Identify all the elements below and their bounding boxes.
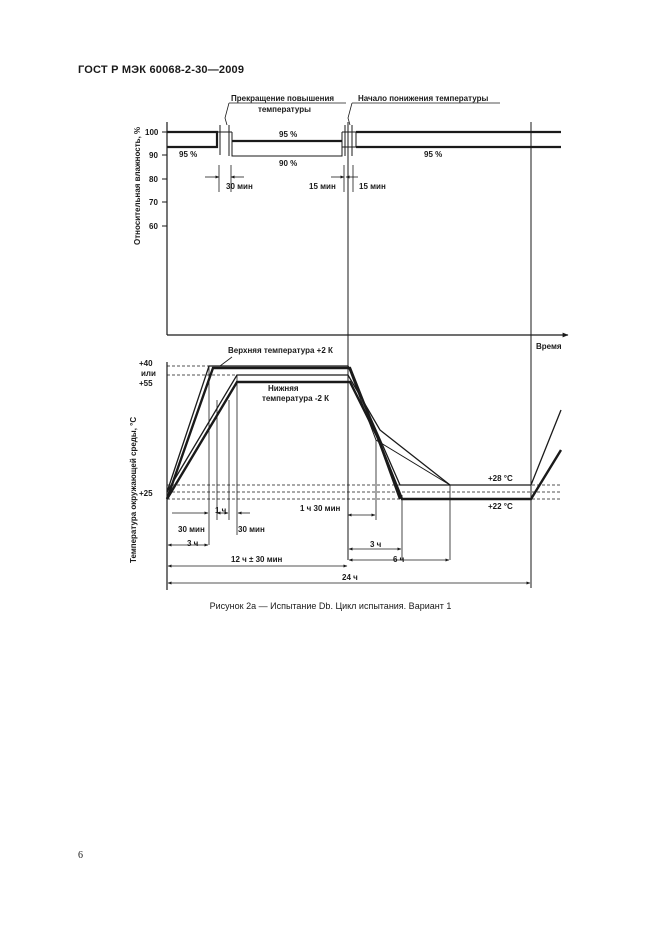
humidity-duration-15min-left: 15 мин (309, 182, 336, 191)
temperature-section (129, 346, 561, 590)
humidity-duration-15min-right: 15 мин (359, 182, 386, 191)
temp-tick-55: +55 (139, 379, 153, 388)
lower-temp-label-2: температура -2 К (262, 394, 330, 403)
duration-1h: 1 ч (215, 506, 227, 515)
temperature-axis-label: Температура окружающей среды, °С (129, 416, 138, 563)
humidity-trace (167, 125, 561, 156)
duration-30min-a: 30 мин (178, 525, 205, 534)
duration-6h: 6 ч (393, 555, 405, 564)
duration-12h: 12 ч ± 30 мин (231, 555, 283, 564)
lower-temp-label-1: Нижняя (268, 384, 299, 393)
humidity-left-95: 95 % (179, 150, 198, 159)
start-fall-label: Начало понижения температуры (358, 94, 489, 103)
duration-3h-right: 3 ч (370, 540, 382, 549)
duration-24h: 24 ч (342, 573, 358, 582)
upper-temp-label: Верхняя температура +2 К (228, 346, 333, 355)
humidity-tick-60: 60 (149, 222, 158, 231)
page-number: 6 (78, 850, 83, 861)
duration-3h-left: 3 ч (187, 539, 199, 548)
time-axis-label: Время (536, 342, 562, 351)
humidity-mid-90: 90 % (279, 159, 298, 168)
right-temp-22: +22 °С (488, 502, 513, 511)
stop-rise-label: Прекращение повышения (231, 94, 335, 103)
right-temp-28: +28 °С (488, 474, 513, 483)
reference-verticals (348, 122, 531, 588)
figure-caption: Рисунок 2а — Испытание Db. Цикл испытания. Вариант 1 (209, 601, 452, 611)
temp-tick-25: +25 (139, 489, 153, 498)
humidity-section (133, 94, 561, 335)
humidity-tick-80: 80 (149, 175, 158, 184)
humidity-mid-95: 95 % (279, 130, 298, 139)
temp-tick-or: или (141, 369, 156, 378)
duration-30min-b: 30 мин (238, 525, 265, 534)
humidity-duration-30min: 30 мин (226, 182, 253, 191)
duration-1h30min: 1 ч 30 мин (300, 504, 341, 513)
humidity-tick-90: 90 (149, 151, 158, 160)
document-header: ГОСТ Р МЭК 60068-2-30—2009 (78, 64, 245, 76)
humidity-right-95: 95 % (424, 150, 443, 159)
humidity-tick-70: 70 (149, 198, 158, 207)
humidity-tick-100: 100 (145, 128, 159, 137)
humidity-axis-label: Относительная влажность, % (133, 126, 142, 245)
stop-rise-label-2: температуры (258, 105, 311, 114)
temp-tick-40: +40 (139, 359, 153, 368)
